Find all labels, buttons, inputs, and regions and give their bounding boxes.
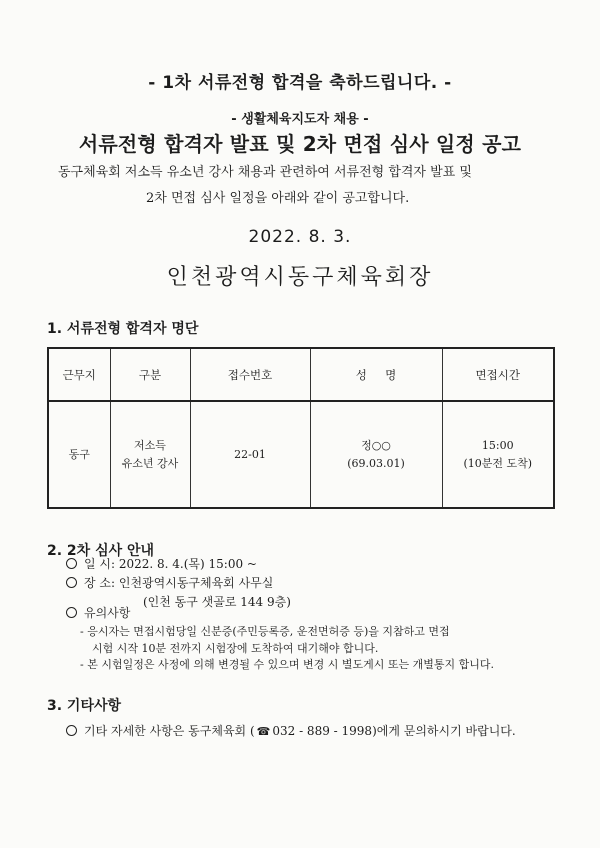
note-1-line-2-text: 시험 시작 10분 전까지 시험장에 도착하여 대기해야 합니다. xyxy=(92,642,379,655)
circle-bullet-icon xyxy=(66,607,77,618)
circle-bullet-icon xyxy=(66,558,77,569)
page-title: 서류전형 합격자 발표 및 2차 면접 심사 일정 공고 xyxy=(78,132,522,156)
notes-title-text: 유의사항 xyxy=(84,606,131,620)
contact-text-after: )에게 문의하시기 바랍니다. xyxy=(372,724,516,738)
organization-signature: 인천광역시동구체육회장 xyxy=(166,265,434,290)
cell-name xyxy=(310,401,442,508)
circle-bullet-icon xyxy=(66,577,77,588)
notes-heading xyxy=(66,604,130,623)
candidates-table xyxy=(47,347,555,509)
subtitle: - 생활체육지도자 채용 - xyxy=(231,112,369,127)
intro-paragraph xyxy=(58,160,568,212)
interview-time-note: (10분전 도착) xyxy=(463,456,533,470)
address-text: (인천 동구 샛골로 144 9층) xyxy=(143,595,291,609)
interview-time: 15:00 xyxy=(481,438,514,452)
phone-number: 032 - 889 - 1998 xyxy=(272,724,373,738)
cell-category xyxy=(110,401,190,508)
cell-number: 22-01 xyxy=(190,401,310,508)
congratulations-banner: - 1차 서류전형 합격을 축하드립니다. - xyxy=(148,73,452,93)
intro-line-1: 동구체육회 저소득 유소년 강사 채용과 관련하여 서류전형 합격자 발표 및 xyxy=(58,165,472,180)
section-2-heading: 2. 2차 심사 안내 xyxy=(47,543,155,559)
section-1-heading: 1. 서류전형 합격자 명단 xyxy=(47,321,199,337)
col-header-number: 접수번호 xyxy=(190,348,310,401)
candidate-name: 정○○ xyxy=(361,438,391,452)
datetime-text: 일 시: 2022. 8. 4.(목) 15:00 ~ xyxy=(84,557,257,571)
category-line-1: 저소득 xyxy=(134,438,166,452)
interview-datetime xyxy=(66,555,257,574)
cell-interview-time xyxy=(442,401,554,508)
col-header-name: 성 명 xyxy=(310,348,442,401)
announcement-date: 2022. 8. 3. xyxy=(248,227,352,247)
note-1-line-1: - 응시자는 면접시험당일 신분증(주민등록증, 운전면허증 등)을 지참하고 면접 xyxy=(80,625,450,638)
circle-bullet-icon xyxy=(66,725,77,736)
intro-line-2: 2차 면접 심사 일정을 아래와 같이 공고합니다. xyxy=(146,191,410,206)
contact-text-before: 기타 자세한 사항은 동구체육회 ( xyxy=(84,724,255,738)
cell-location: 동구 xyxy=(48,401,110,508)
contact-info xyxy=(66,722,516,741)
table-row xyxy=(48,401,554,508)
table-header-row xyxy=(48,348,554,401)
note-1-line-2 xyxy=(80,640,378,657)
candidate-birth: (69.03.01) xyxy=(347,456,405,470)
place-text: 장 소: 인천광역시동구체육회 사무실 xyxy=(84,576,274,590)
note-2: - 본 시험일정은 사정에 의해 변경될 수 있으며 변경 시 별도게시 또는 개별통지 합니다. xyxy=(80,658,494,671)
section-3-heading: 3. 기타사항 xyxy=(47,698,122,714)
col-header-location: 근무지 xyxy=(48,348,110,401)
interview-place xyxy=(66,574,273,593)
col-header-category: 구분 xyxy=(110,348,190,401)
telephone-icon: ☎ xyxy=(256,725,271,738)
col-header-interview-time: 면접시간 xyxy=(442,348,554,401)
category-line-2: 유소년 강사 xyxy=(121,456,179,470)
